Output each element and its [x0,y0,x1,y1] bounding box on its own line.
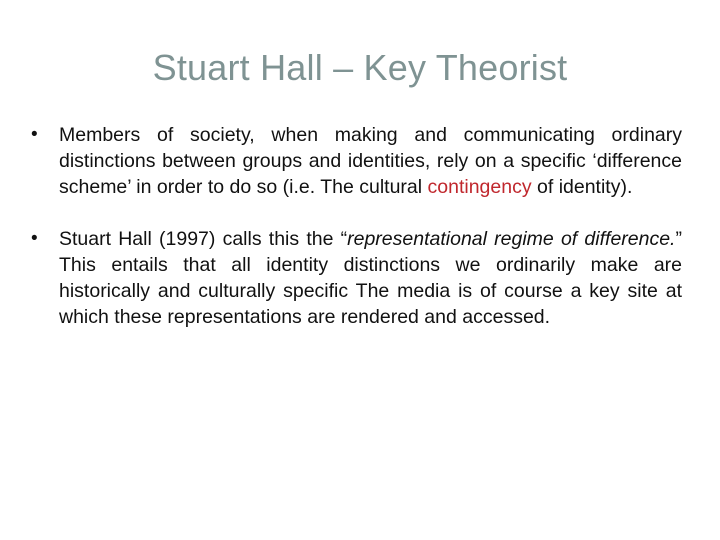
italic-quote: representational regime of difference. [347,228,676,250]
bullet-text-end: of identity). [531,176,633,198]
bullet-text-start: Stuart Hall (1997) calls this the “ [59,228,348,250]
bullet-text-end: ” This entails that all identity distinctions we ordinarily make are historically and culturally specific The media is of course a key site at which these representations are rendered and accessed. [59,228,682,328]
bullet-text-start: Members of society, when making and communicating ordinary distinctions between groups and identities, rely on a specific ‘difference scheme’ in order to do so (i.e. The cultural [59,124,682,198]
bullet-item-representational-regime [30,226,682,330]
highlighted-term-contingency: contingency [427,176,532,198]
bullet-marker: • [31,124,38,145]
bullet-marker: • [31,228,38,249]
bullet-list [30,122,682,356]
slide-title: Stuart Hall – Key Theorist [152,47,568,88]
bullet-item-difference-scheme [30,122,682,200]
